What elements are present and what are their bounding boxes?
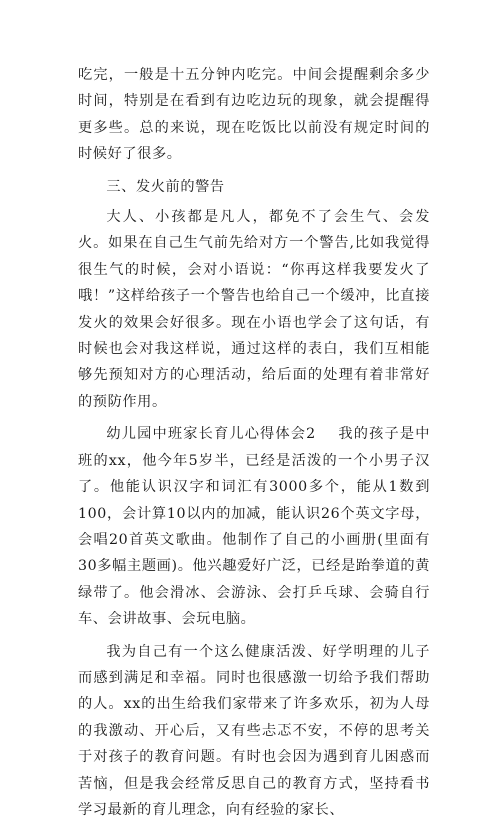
- document-body: [78, 62, 430, 829]
- paragraph-child-intro-text: 我的孩子是中班的xx，他今年5岁半，已经是活泼的一个小男子汉了。他能认识汉字和词汇有3000多个，能从1数到100，会计算10以内的加减，能认识26个英文字母，会唱20首英文歌曲。他制作了自己的小画册(里面有30多幅主题画)。他兴趣爱好广泛，已经是跆拳道的黄绿带了。他会滑冰、会游泳、会打乒乓球、会骑自行车、会讲故事、会玩电脑。: [78, 426, 430, 628]
- article-title: 幼儿园中班家长育儿心得体会2: [106, 426, 316, 443]
- paragraph-meal-time: 吃完，一般是十五分钟内吃完。中间会提醒剩余多少时间，特别是在看到有边吃边玩的现象，就会提醒得更多些。总的来说，现在吃饭比以前没有规定时间的时候好了很多。: [78, 67, 430, 163]
- paragraph-child-intro: [78, 421, 430, 632]
- section-heading-warning: 三、发火前的警告: [106, 178, 225, 195]
- paragraph-warning: 大人、小孩都是凡人，都免不了会生气、会发火。如果在自己生气前先给对方一个警告,比如我觉得很生气的时候，会对小语说：“你再这样我要发火了哦！”这样给孩子一个警告也给自己一个缓冲，比直接发火的效果会好很多。现在小语也学会了这句话，有时候也会对我这样说，通过这样的表白，我们互相能够先预知对方的心理活动，给后面的处理有着非常好的预防作用。: [78, 209, 430, 410]
- paragraph-gratitude: 我为自己有一个这么健康活泼、好学明理的儿子而感到满足和幸福。同时也很感激一切给予我们帮助的人。xx的出生给我们家带来了许多欢乐，初为人母的我激动、开心后，又有些忐忑不安，不停的思考关于对孩子的教育问题。有时也会因为遇到育儿困惑而苦恼，但是我会经常反思自己的教育方式，坚持看书学习最新的育儿理念，向有经验的家长、: [78, 643, 430, 818]
